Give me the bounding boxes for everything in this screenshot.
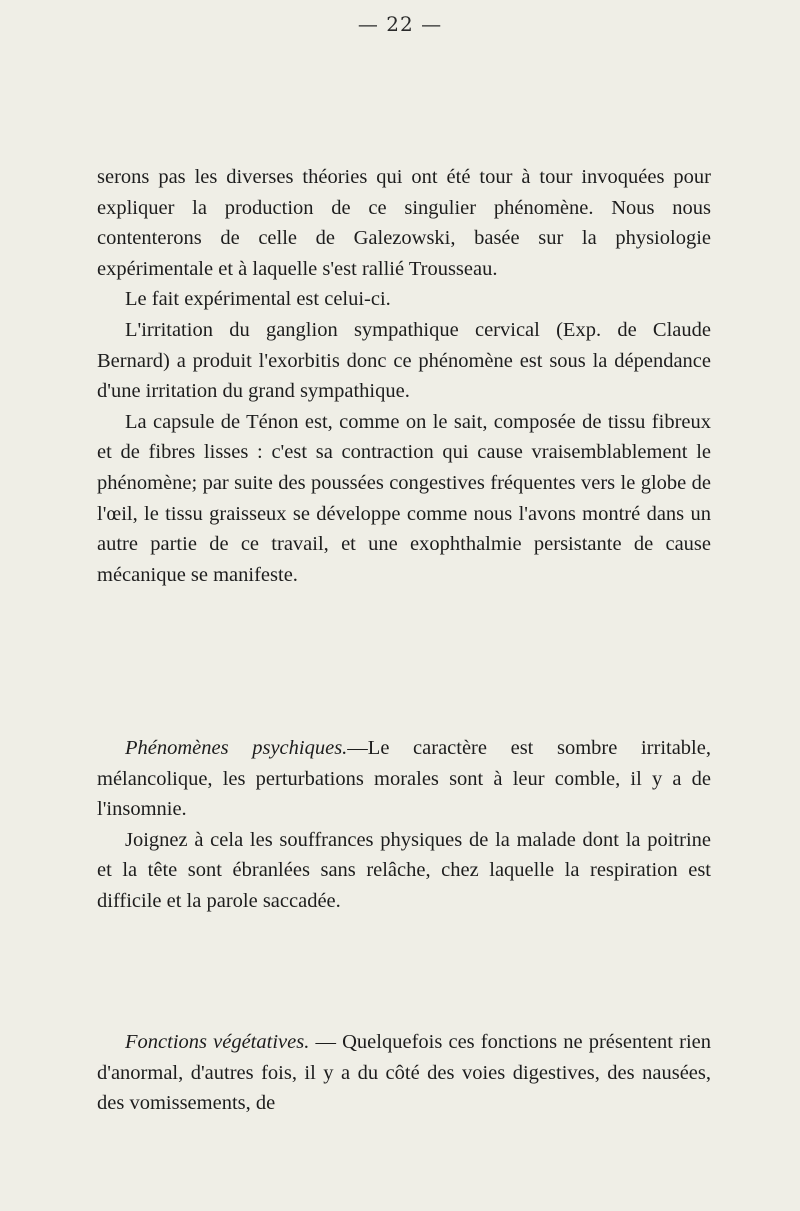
paragraph-irritation: L'irritation du ganglion sympathique cervical (Exp. de Claude Bernard) a produit l'exorbitis donc ce phénomène est sous la dépendance d'une irritation du grand sympathique. — [97, 318, 711, 403]
intro-section — [97, 162, 711, 590]
page-number: — 22 — — [357, 12, 443, 36]
psychiques-text: —Le caractère est sombre irritable, mélancolique, les perturbations morales sont à leur comble, il y a de l'insomnie. — [97, 737, 711, 821]
vegetatives-text: — Quelquefois ces fonctions ne présentent rien d'anormal, d'autres fois, il y a du côté des voies digestives, des nausées, des vomissements, de — [97, 1031, 711, 1115]
paragraph-psychiques — [97, 733, 711, 825]
heading-phenomenes-psychiques: Phénomènes psychiques. — [125, 737, 348, 759]
paragraph-fait-experimental: Le fait expérimental est celui-ci. — [125, 288, 391, 311]
psychiques-section — [97, 733, 711, 917]
paragraph-theories: serons pas les diverses théories qui ont été tour à tour invoquées pour expliquer la production de ce singulier phénomène. Nous nous contenterons de celle de Galezowski, basée sur la physiologie expérimentale et à laquelle s'est rallié Trousseau. — [97, 166, 711, 280]
paragraph-vegetatives — [97, 1027, 711, 1119]
paragraph-capsule-tenon: La capsule de Ténon est, comme on le sait, composée de tissu fibreux et de fibres lisses : c'est sa contraction qui cause vraisemblablement le phénomène; par suite des poussées congestives fréquentes vers le globe de l'œil, le tissu graisseux se développe comme nous l'avons montré dans un autre partie de ce travail, et une exophthalmie persistante de cause mécanique se manifeste. — [97, 410, 711, 586]
vegetatives-section — [97, 1027, 711, 1119]
heading-fonctions-vegetatives: Fonctions végétatives. — [125, 1031, 310, 1053]
paragraph-souffrances: Joignez à cela les souffrances physiques de la malade dont la poitrine et la tête sont ébranlées sans relâche, chez laquelle la respiration est difficile et la parole saccadée. — [97, 828, 711, 912]
